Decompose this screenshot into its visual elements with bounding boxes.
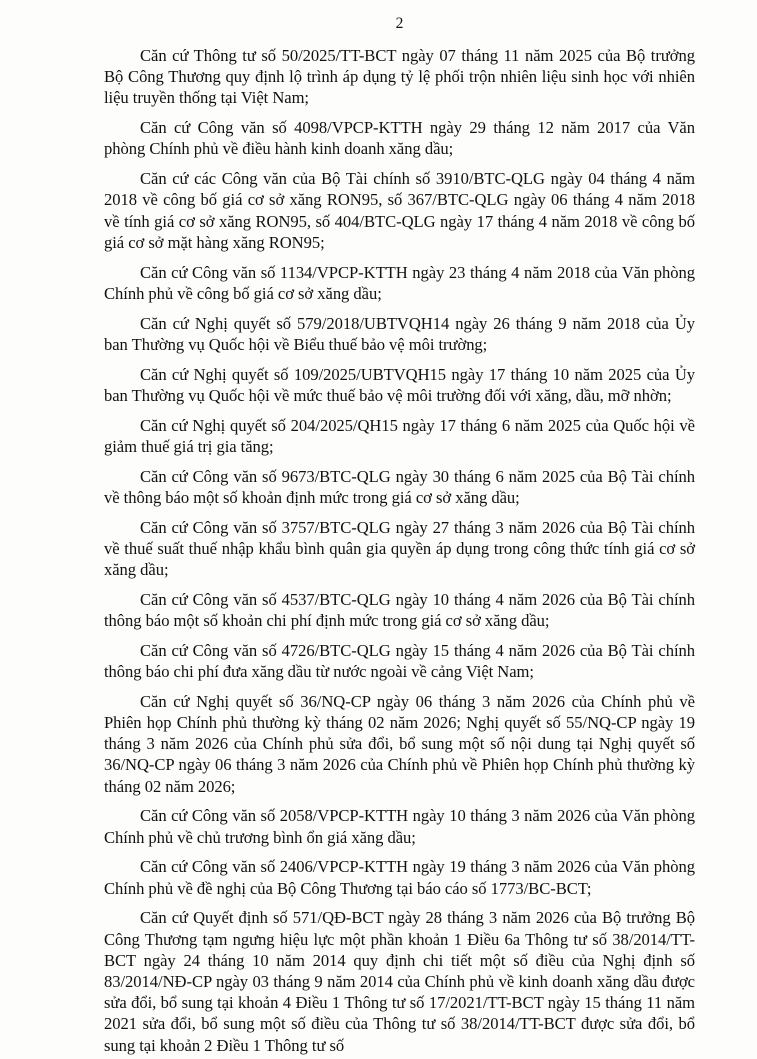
- paragraph-legal-basis-8: Căn cứ Công văn số 9673/BTC-QLG ngày 30 tháng 6 năm 2025 của Bộ Tài chính về thông báo một số khoản định mức trong giá cơ sở xăng dầu;: [104, 466, 695, 507]
- paragraph-legal-basis-2: Căn cứ Công văn số 4098/VPCP-KTTH ngày 29 tháng 12 năm 2017 của Văn phòng Chính phủ về điều hành kinh doanh xăng dầu;: [104, 118, 695, 159]
- paragraph-legal-basis-6: Căn cứ Nghị quyết số 109/2025/UBTVQH15 ngày 17 tháng 10 năm 2025 của Ủy ban Thường vụ Quốc hội về mức thuế bảo vệ môi trường đối với xăng, dầu, mỡ nhờn;: [104, 364, 695, 405]
- paragraph-legal-basis-13: Căn cứ Công văn số 2058/VPCP-KTTH ngày 10 tháng 3 năm 2026 của Văn phòng Chính phủ về chủ trương bình ổn giá xăng dầu;: [104, 806, 695, 847]
- paragraph-legal-basis-11: Căn cứ Công văn số 4726/BTC-QLG ngày 15 tháng 4 năm 2026 của Bộ Tài chính thông báo chi phí đưa xăng dầu từ nước ngoài về cảng Việt Nam;: [104, 640, 695, 682]
- paragraph-legal-basis-10: Căn cứ Công văn số 4537/BTC-QLG ngày 10 tháng 4 năm 2026 của Bộ Tài chính thông báo một số khoản chi phí định mức trong giá cơ sở xăng dầu;: [104, 589, 695, 631]
- paragraph-legal-basis-14: Căn cứ Công văn số 2406/VPCP-KTTH ngày 19 tháng 3 năm 2026 của Văn phòng Chính phủ về đề nghị của Bộ Công Thương tại báo cáo số 1773/BC-BCT;: [104, 857, 695, 898]
- page-number: 2: [395, 15, 404, 32]
- paragraph-legal-basis-4: Căn cứ Công văn số 1134/VPCP-KTTH ngày 23 tháng 4 năm 2018 của Văn phòng Chính phủ về công bố giá cơ sở xăng dầu;: [104, 262, 695, 303]
- paragraph-legal-basis-1: Căn cứ Thông tư số 50/2025/TT-BCT ngày 07 tháng 11 năm 2025 của Bộ trưởng Bộ Công Thương quy định lộ trình áp dụng tỷ lệ phối trộn nhiên liệu sinh học với nhiên liệu truyền thống tại Việt Nam;: [104, 46, 695, 108]
- paragraph-legal-basis-9: Căn cứ Công văn số 3757/BTC-QLG ngày 27 tháng 3 năm 2026 của Bộ Tài chính về thuế suất thuế nhập khẩu bình quân gia quyền áp dụng trong công thức tính giá cơ sở xăng dầu;: [104, 517, 695, 580]
- paragraph-legal-basis-12: Căn cứ Nghị quyết số 36/NQ-CP ngày 06 tháng 3 năm 2026 của Chính phủ về Phiên họp Chính phủ thường kỳ tháng 02 năm 2026; Nghị quyết số 55/NQ-CP ngày 19 tháng 3 năm 2026 của Chính phủ sửa đổi, bổ sung một số nội dung tại Nghị quyết số 36/NQ-CP ngày 06 tháng 3 năm 2026 của Chính phủ về Phiên họp Chính phủ thường kỳ tháng 02 năm 2026;: [104, 691, 695, 796]
- paragraph-legal-basis-15: Căn cứ Quyết định số 571/QĐ-BCT ngày 28 tháng 3 năm 2026 của Bộ trưởng Bộ Công Thương tạm ngưng hiệu lực một phần khoản 1 Điều 6a Thông tư số 38/2014/TT-BCT ngày 24 tháng 10 năm 2014 quy định chi tiết một số điều của Nghị định số 83/2014/NĐ-CP ngày 03 tháng 9 năm 2014 của Chính phủ về kinh doanh xăng dầu được sửa đổi, bổ sung tại khoản 4 Điều 1 Thông tư số 17/2021/TT-BCT ngày 15 tháng 11 năm 2021 sửa đổi, bổ sung một số điều của Thông tư số 38/2014/TT-BCT được sửa đổi, bổ sung tại khoản 2 Điều 1 Thông tư số: [104, 908, 695, 1055]
- paragraph-legal-basis-3: Căn cứ các Công văn của Bộ Tài chính số 3910/BTC-QLG ngày 04 tháng 4 năm 2018 về công bố giá cơ sở xăng RON95, số 367/BTC-QLG ngày 06 tháng 4 năm 2018 về tính giá cơ sở xăng RON95, số 404/BTC-QLG ngày 17 tháng 4 năm 2018 về công bố giá cơ sở mặt hàng xăng RON95;: [104, 169, 695, 252]
- paragraph-legal-basis-7: Căn cứ Nghị quyết số 204/2025/QH15 ngày 17 tháng 6 năm 2025 của Quốc hội về giảm thuế giá trị gia tăng;: [104, 415, 695, 456]
- paragraph-legal-basis-5: Căn cứ Nghị quyết số 579/2018/UBTVQH14 ngày 26 tháng 9 năm 2018 của Ủy ban Thường vụ Quốc hội về Biểu thuế bảo vệ môi trường;: [104, 313, 695, 354]
